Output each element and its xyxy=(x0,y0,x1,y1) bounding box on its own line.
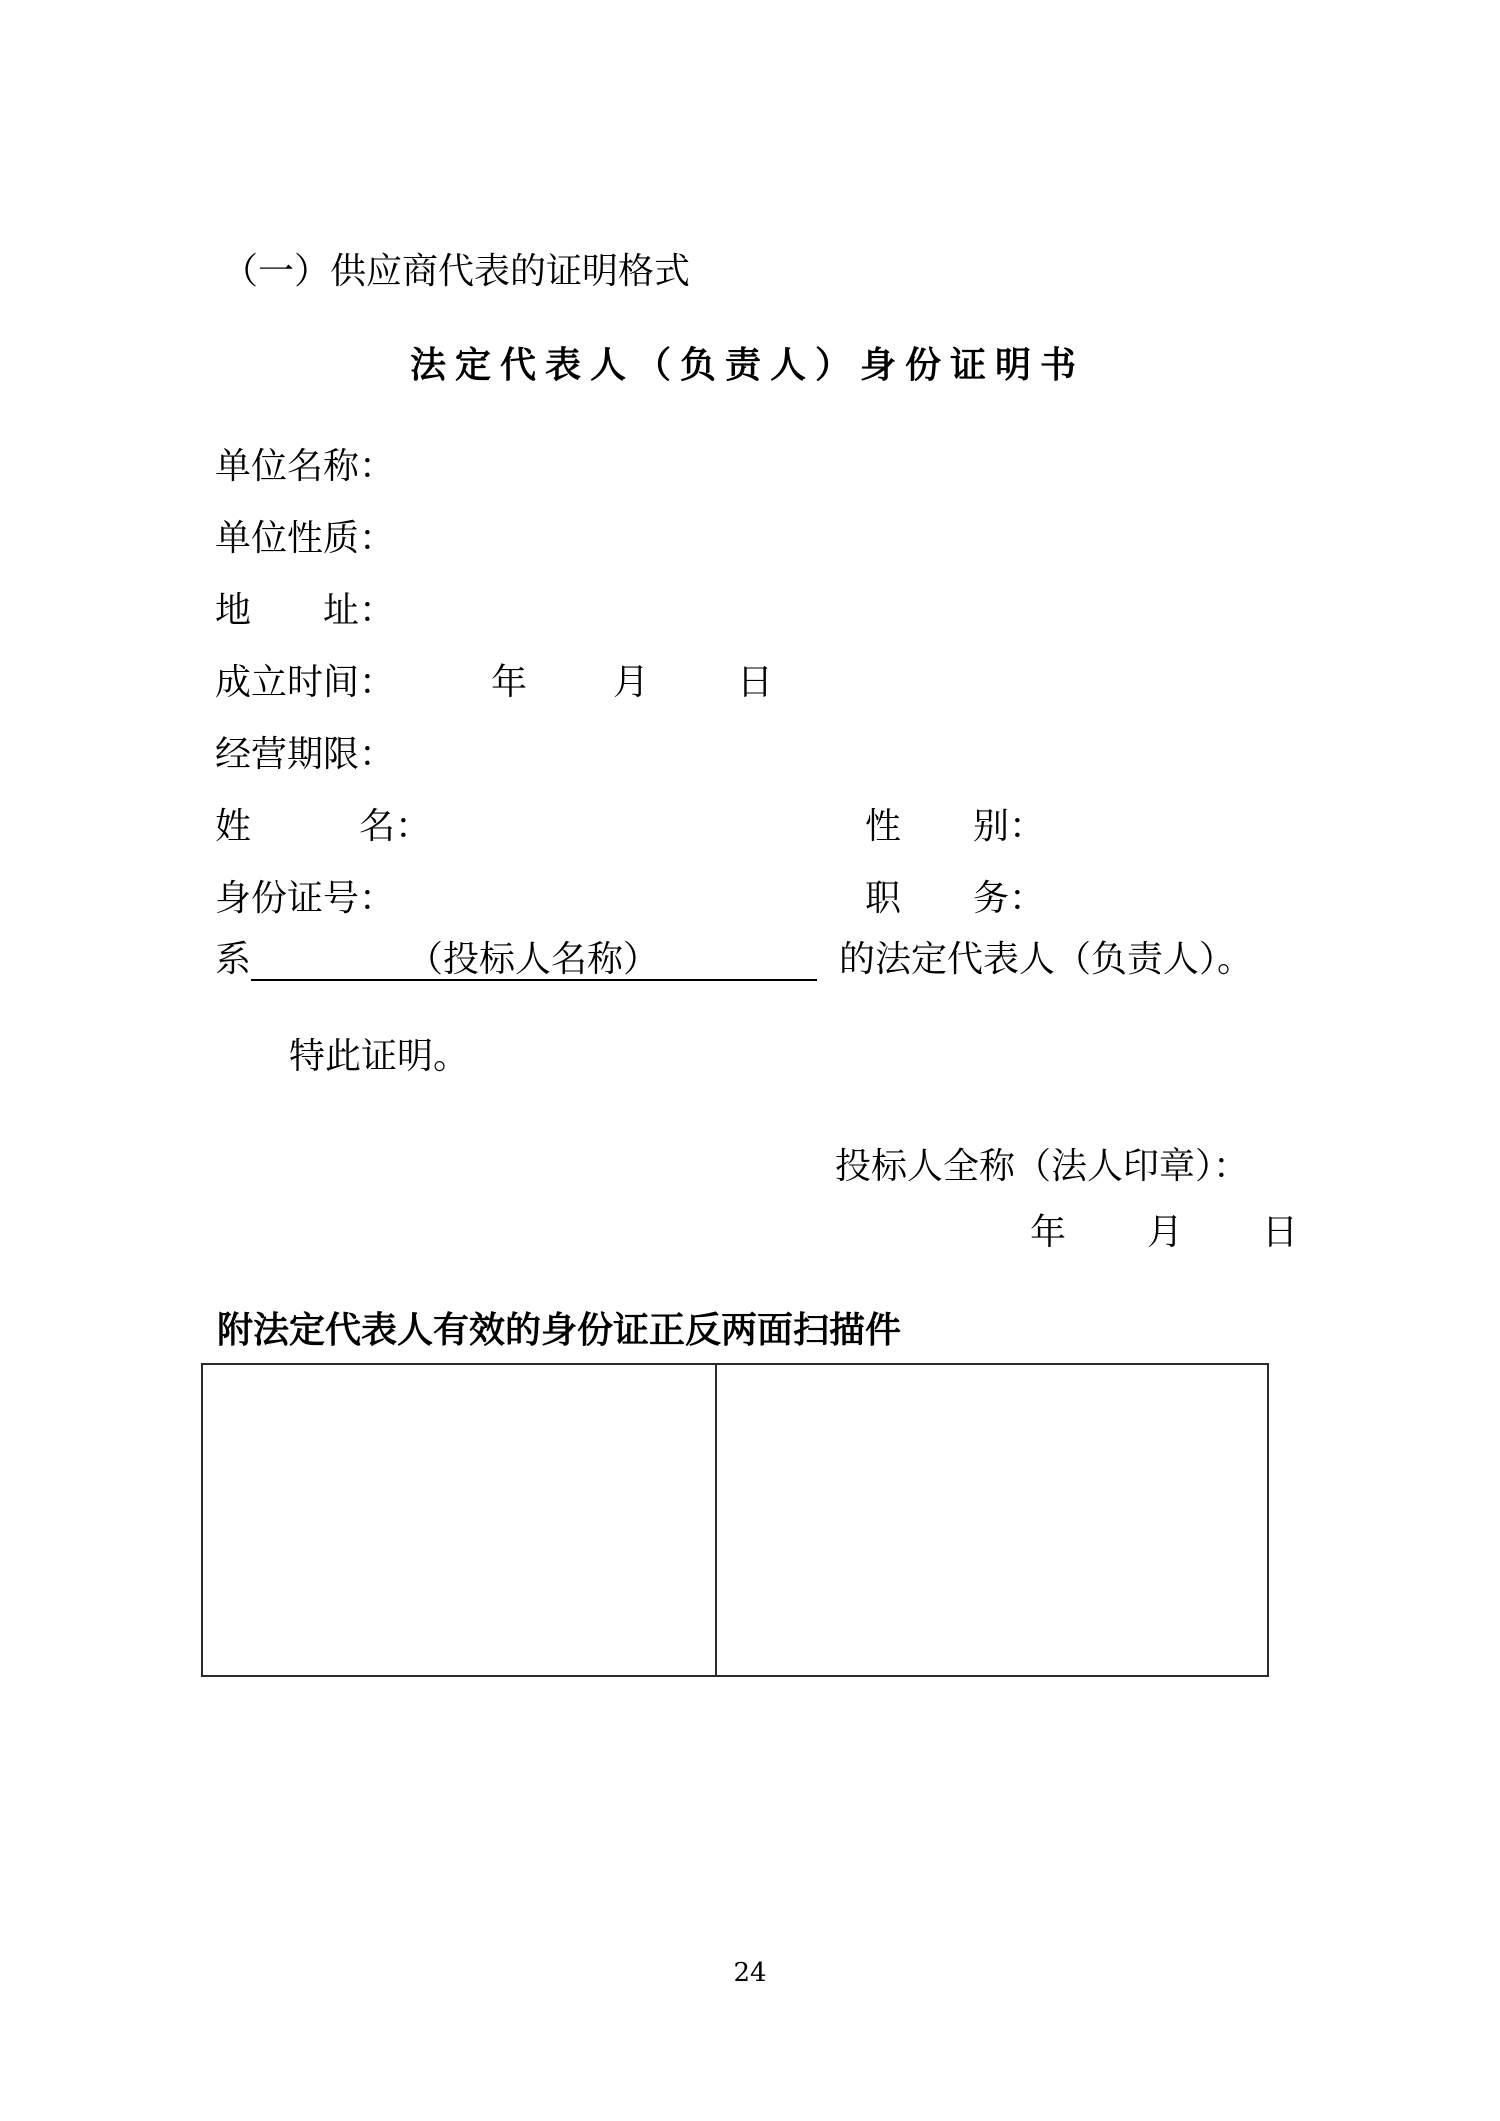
signature-day-label: 日 xyxy=(1262,1212,1299,1253)
founding-day-label: 日 xyxy=(737,662,774,703)
page-number: 24 xyxy=(733,1958,767,1988)
document-title: 法定代表人（负责人）身份证明书 xyxy=(410,344,1086,386)
certify-statement: 特此证明。 xyxy=(289,1036,470,1077)
position-label: 职 务： xyxy=(865,878,1046,919)
relation-suffix: 的法定代表人（负责人）。 xyxy=(839,939,1254,980)
bidder-name-hint: （投标人名称） xyxy=(407,939,660,980)
id-card-front-box xyxy=(203,1365,715,1675)
signature-month-label: 月 xyxy=(1147,1212,1184,1253)
relation-blank-line-1 xyxy=(251,938,407,981)
relation-statement-row xyxy=(215,938,1253,982)
bidder-seal-label: 投标人全称（法人印章）： xyxy=(835,1146,1250,1187)
id-card-back-box xyxy=(715,1365,1267,1675)
founding-year-label: 年 xyxy=(491,662,528,703)
id-number-label: 身份证号： xyxy=(215,878,396,919)
person-name-label: 姓 名： xyxy=(215,806,432,847)
signature-year-label: 年 xyxy=(1030,1212,1067,1253)
founding-month-label: 月 xyxy=(613,662,650,703)
section-heading: （一）供应商代表的证明格式 xyxy=(222,251,691,292)
attachment-heading: 附法定代表人有效的身份证正反两面扫描件 xyxy=(217,1309,902,1351)
founding-date-label: 成立时间： xyxy=(215,662,396,703)
unit-name-label: 单位名称： xyxy=(215,446,396,487)
id-card-scan-table xyxy=(201,1363,1269,1677)
gender-label: 性 别： xyxy=(865,806,1046,847)
address-label: 地 址： xyxy=(215,590,396,631)
business-term-label: 经营期限： xyxy=(215,734,396,775)
relation-prefix: 系 xyxy=(215,939,252,980)
relation-blank-line-2 xyxy=(659,938,817,981)
unit-nature-label: 单位性质： xyxy=(215,518,396,559)
